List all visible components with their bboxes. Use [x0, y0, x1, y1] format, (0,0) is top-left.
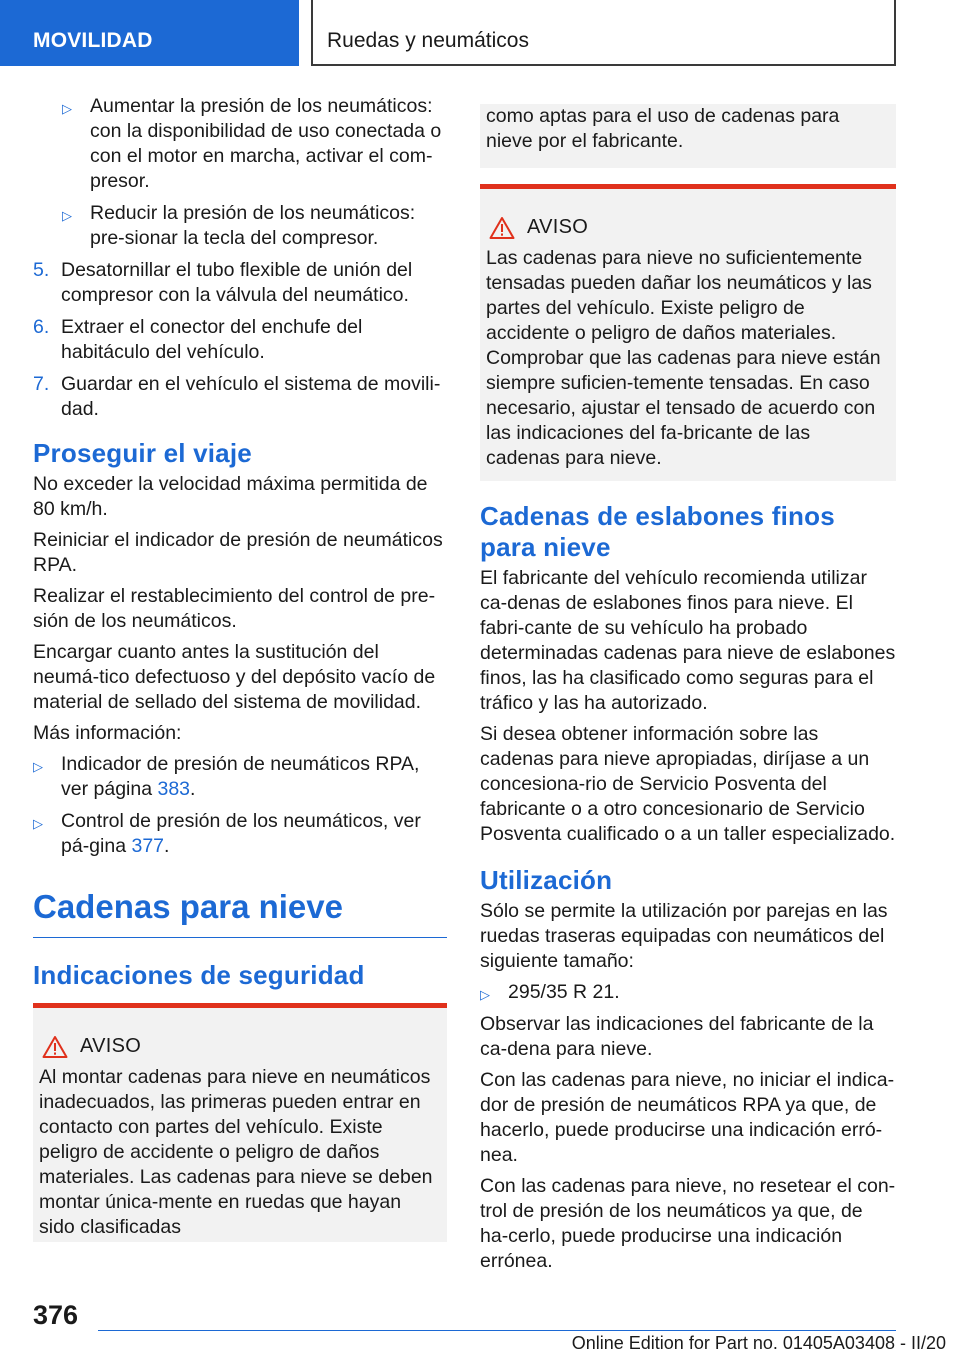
warning-title: AVISO — [80, 1035, 142, 1057]
triangle-bullet-icon: ▷ — [480, 987, 490, 1002]
paragraph: Encargar cuanto antes la sustitución del neumá-tico defectuoso y del depósito vacío de material de sellado del sistema de movilidad. — [33, 641, 436, 713]
reference-item: ▷ Control de presión de los neumáticos, ver pá-gina 377. — [33, 810, 421, 857]
paragraph: Con las cadenas para nieve, no iniciar el indica-dor de presión de neumáticos RPA ya que, de hacerlo, puede producirse una indicación erró-nea. — [480, 1069, 895, 1166]
page-number: 376 — [33, 1300, 79, 1330]
step-number: 5. — [33, 259, 50, 281]
warning-triangle-icon — [489, 216, 515, 240]
header-section-label: MOVILIDAD — [33, 29, 153, 52]
paragraph: Reiniciar el indicador de presión de neumáticos RPA. — [33, 529, 443, 576]
paragraph: Observar las indicaciones del fabricante de la ca-dena para nieve. — [480, 1013, 874, 1060]
triangle-bullet-icon: ▷ — [33, 816, 43, 831]
heading-utilizacion: Utilización — [480, 865, 613, 895]
footer-divider — [98, 1330, 896, 1331]
paragraph: Realizar el restablecimiento del control de pre-sión de los neumáticos. — [33, 585, 436, 632]
heading-eslabones: Cadenas de eslabones finos para nieve — [480, 501, 835, 562]
header-chapter-box — [311, 0, 896, 66]
step-number: 6. — [33, 316, 50, 338]
tire-size-item: ▷ 295/35 R 21. — [480, 980, 896, 1005]
warning-text: Las cadenas para nieve no suficientemente tensadas pueden dañar los neumáticos y las partes del vehículo. Existe peligro de accidente o peligro de daños materiales. Comprobar que las cadenas para nieve están siempre suficien-temente tensadas. En caso necesario, ajustar el tensado de acuerdo con las indicaciones del fa-bricante de las cadenas para nieve. — [486, 247, 881, 469]
page-link-383[interactable]: 383 — [157, 778, 191, 800]
header-section-tab — [0, 0, 299, 66]
warning-triangle-icon — [42, 1035, 68, 1059]
reference-item: ▷ Indicador de presión de neumáticos RPA, ver página 383. — [33, 753, 420, 800]
warning-continuation: como aptas para el uso de cadenas para nieve por el fabricante. — [480, 104, 896, 168]
warning-header — [486, 215, 888, 240]
triangle-bullet-icon: ▷ — [33, 759, 43, 774]
right-column — [480, 104, 896, 1280]
paragraph: El fabricante del vehículo recomienda utilizar ca-denas de eslabones finos para nieve. El fabri-cante de su vehículo ha probado determinadas cadenas para nieve de eslabones finos, las ha clasificado como seguras para el tráfico y las ha autorizado. — [480, 567, 896, 714]
paragraph: Más información: — [33, 722, 182, 744]
step-item-7: 7. Guardar en el vehículo el sistema de movili-dad. — [33, 373, 441, 420]
heading-indicaciones: Indicaciones de seguridad — [33, 960, 365, 990]
heading-proseguir: Proseguir el viaje — [33, 438, 252, 468]
step-item-5: 5. Desatornillar el tubo flexible de unión del compresor con la válvula del neumático. — [33, 259, 413, 306]
sub-list-item: ▷ Aumentar la presión de los neumáticos: con la disponibilidad de uso conectada o con el motor en marcha, activar el com-presor. — [62, 95, 442, 192]
paragraph: Si desea obtener información sobre las cadenas para nieve apropiadas, diríjase a un concesiona-rio de Servicio Posventa del fabricante o a otro concesionario de Servicio Posventa cualificado o a un taller especializado. — [480, 723, 896, 845]
warning-title: AVISO — [527, 216, 589, 238]
paragraph: Sólo se permite la utilización por parejas en las ruedas traseras equipadas con neumáticos del siguiente tamaño: — [480, 900, 888, 972]
heading-cadenas: Cadenas para nieve — [33, 887, 447, 938]
paragraph: No exceder la velocidad máxima permitida de 80 km/h. — [33, 473, 428, 520]
triangle-bullet-icon: ▷ — [62, 208, 72, 223]
footer-edition: Online Edition for Part no. 01405A03408 - II/20 — [571, 1333, 946, 1353]
left-column — [33, 94, 447, 1242]
header-chapter-label: Ruedas y neumáticos — [327, 29, 529, 52]
warning-header — [39, 1034, 439, 1059]
triangle-bullet-icon: ▷ — [62, 101, 72, 116]
page-link-377[interactable]: 377 — [131, 835, 165, 857]
step-item-6: 6. Extraer el conector del enchufe del habitáculo del vehículo. — [33, 316, 363, 363]
warning-box — [33, 1003, 447, 1242]
warning-box — [480, 184, 896, 481]
paragraph: Con las cadenas para nieve, no resetear el con-trol de presión de los neumáticos ya que, de ha-cerlo, puede producirse una indicación errónea. — [480, 1175, 896, 1272]
sub-list-item: ▷ Reducir la presión de los neumáticos: pre-sionar la tecla del compresor. — [62, 202, 416, 249]
warning-text: Al montar cadenas para nieve en neumáticos inadecuados, las primeras pueden entrar en contacto con partes del vehículo. Existe peligro de accidente o peligro de daños materiales. Las cadenas para nieve se deben montar única-mente en ruedas que hayan sido clasificadas — [39, 1066, 433, 1238]
step-number: 7. — [33, 373, 50, 395]
